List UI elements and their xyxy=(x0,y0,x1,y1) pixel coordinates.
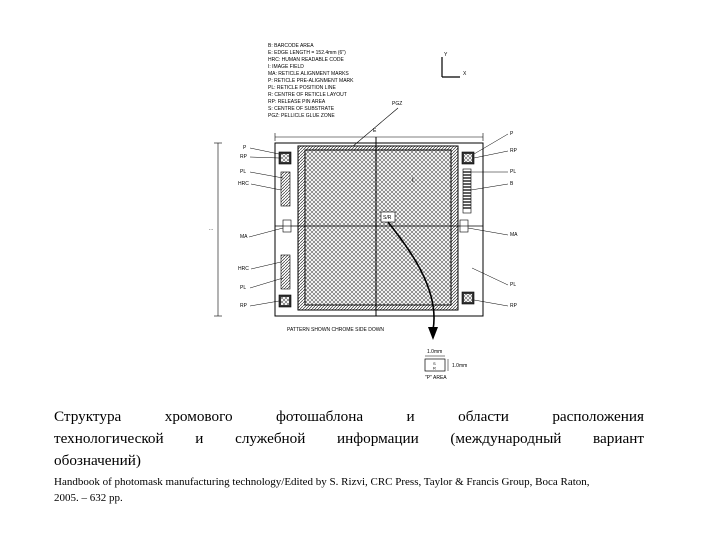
detail-r: R xyxy=(433,365,436,371)
figure-caption xyxy=(54,406,644,472)
pattern-note: PATTERN SHOWN CHROME SIDE DOWN xyxy=(287,327,385,333)
diagram-label: MA xyxy=(510,232,518,238)
source-reference xyxy=(54,474,654,506)
caption-word: области xyxy=(458,408,509,425)
legend-line: HRC: HUMAN READABLE CODE xyxy=(268,57,344,63)
rp-area-detail xyxy=(425,349,467,381)
caption-word: (международный xyxy=(450,430,562,447)
center-label: S/R xyxy=(383,215,392,221)
legend-line: PGZ: PELLICLE GLUE ZONE xyxy=(268,113,335,119)
legend-line: B: BARCODE AREA xyxy=(268,43,314,49)
diagram-label: B xyxy=(510,181,514,187)
left-marks xyxy=(279,152,291,307)
caption-word: хромового xyxy=(164,408,233,425)
rp-area-label: "P" AREA xyxy=(425,375,447,381)
caption-word: расположения xyxy=(552,408,644,425)
diagram-label: PL xyxy=(240,169,247,175)
pgz-label: PGZ xyxy=(392,101,403,107)
legend-line: I: IMAGE FIELD xyxy=(268,64,304,70)
edge-length-label: E xyxy=(373,128,377,134)
caption-word: служебной xyxy=(235,430,306,447)
caption-word: вариант xyxy=(593,430,644,447)
caption-word: фотошаблона xyxy=(275,408,364,425)
legend-line: E: EDGE LENGTH = 152.4mm (6") xyxy=(268,50,346,56)
dim-right-label: 1.0mm xyxy=(452,363,468,369)
diagram-label: RP xyxy=(240,303,247,309)
legend-line: P: RETICLE PRE-ALIGNMENT MARK xyxy=(268,78,354,84)
reference-line1: Handbook of photomask manufacturing technology/Edited by S. Rizvi, CRC Press, Taylor & Francis Group, Boca Raton, xyxy=(54,476,590,488)
right-marks xyxy=(460,152,474,304)
axis-y-label: Y xyxy=(444,52,448,58)
axes-indicator xyxy=(442,52,467,77)
dim-marker: ... xyxy=(209,226,214,232)
legend-line: RP: RELEASE PIN AREA xyxy=(268,99,326,105)
legend-line: MA: RETICLE ALIGNMENT MARKS xyxy=(268,71,349,77)
left-labels xyxy=(238,145,283,309)
diagram-label: RP xyxy=(240,154,247,160)
caption-line3: обозначений) xyxy=(54,452,141,469)
diagram-label: HRC xyxy=(238,266,249,272)
caption-word: технологической xyxy=(54,430,164,447)
image-field-label: I xyxy=(412,178,414,184)
detail-s: S xyxy=(433,361,436,366)
diagram-label: PL xyxy=(240,285,247,291)
dim-top-label: 1.0mm xyxy=(427,349,443,355)
diagram-label: HRC xyxy=(238,181,249,187)
legend-line: R: CENTRE OF RETICLE LAYOUT xyxy=(268,92,347,98)
image-field xyxy=(305,150,451,305)
caption-word: и xyxy=(195,430,204,447)
diagram-label: PL xyxy=(510,282,517,288)
diagram-label: MA xyxy=(240,234,248,240)
legend xyxy=(268,43,354,119)
diagram-label: RP xyxy=(510,148,517,154)
axis-x-label: X xyxy=(463,71,467,77)
diagram-label: RP xyxy=(510,303,517,309)
legend-line: S: CENTRE OF SUBSTRATE xyxy=(268,106,335,112)
legend-line: PL: RETICLE POSITION LINE xyxy=(268,85,336,91)
caption-word: информации xyxy=(337,430,419,447)
caption-word: и xyxy=(406,408,415,425)
diagram-label: P xyxy=(243,145,247,151)
caption-word: Структура xyxy=(54,408,122,425)
right-labels xyxy=(468,131,518,309)
reference-line2: 2005. – 632 pp. xyxy=(54,492,123,504)
diagram-label: PL xyxy=(510,169,517,175)
diagram-label: P xyxy=(510,131,514,137)
